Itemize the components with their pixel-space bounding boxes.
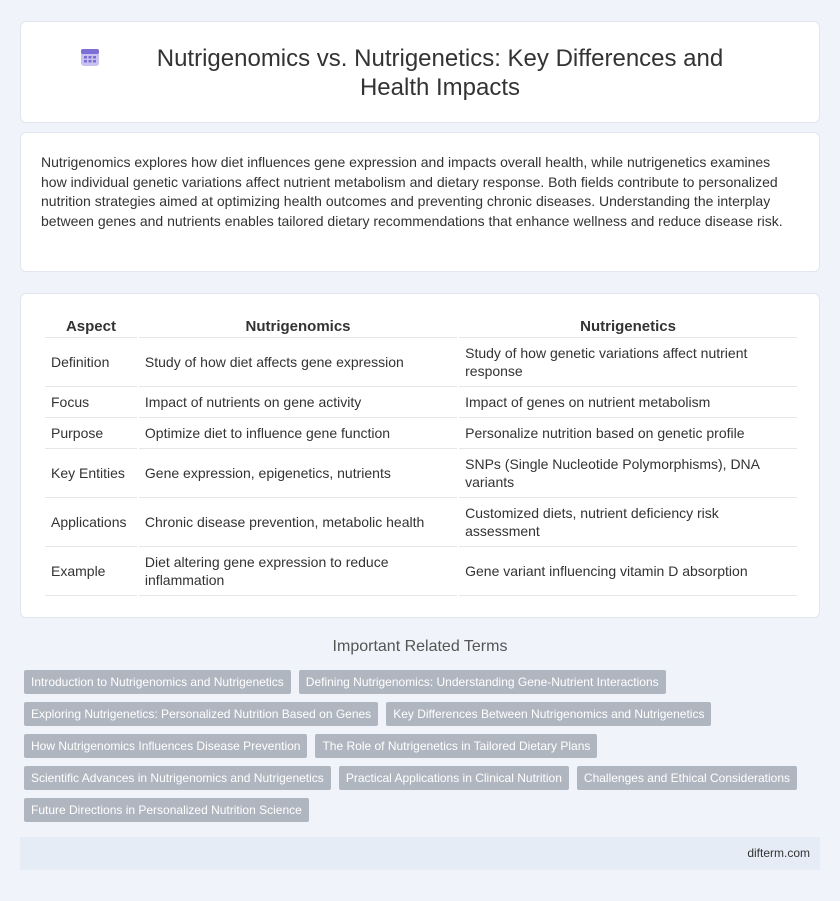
cell-nutrigenomics: Chronic disease prevention, metabolic health [139,498,457,547]
related-term-link[interactable]: How Nutrigenomics Influences Disease Prevention [24,734,307,758]
related-term-link[interactable]: Key Differences Between Nutrigenomics and Nutrigenetics [386,702,711,726]
cell-nutrigenetics: Impact of genes on nutrient metabolism [459,387,797,418]
related-term-link[interactable]: Challenges and Ethical Considerations [577,766,797,790]
table-header-row [45,312,797,338]
comparison-table [43,312,799,596]
header-aspect: Aspect [45,312,137,338]
intro-paragraph: Nutrigenomics explores how diet influences gene expression and impacts overall health, while nutrigenetics examines how individual genetic variations affect nutrient metabolism and dietary response. Both fields contribute to personalized nutrition strategies aimed at optimizing health outcomes and preventing chronic diseases. Understanding the interplay between genes and nutrients enables tailored dietary recommendations that enhance wellness and reduce disease risk. [41,154,783,229]
footer [20,837,820,870]
cell-aspect: Applications [45,498,137,547]
page-title: Nutrigenomics vs. Nutrigenetics: Key Differences and Health Impacts [156,45,724,101]
related-term-link[interactable]: The Role of Nutrigenetics in Tailored Dietary Plans [315,734,597,758]
related-terms-title: Important Related Terms [332,638,508,655]
cell-nutrigenomics: Diet altering gene expression to reduce inflammation [139,547,457,596]
title-wrap [21,44,819,102]
table-row [45,418,797,449]
footer-site-link[interactable]: difterm.com [747,846,810,860]
related-term-link[interactable]: Future Directions in Personalized Nutrition Science [24,798,309,822]
cell-nutrigenetics: Gene variant influencing vitamin D absorption [459,547,797,596]
header-nutrigenomics: Nutrigenomics [139,312,457,338]
related-terms-list [24,670,814,822]
cell-nutrigenetics: Customized diets, nutrient deficiency risk assessment [459,498,797,547]
table-row [45,387,797,418]
intro-card [20,132,820,272]
cell-nutrigenetics: SNPs (Single Nucleotide Polymorphisms), DNA variants [459,449,797,498]
table-row [45,498,797,547]
comparison-card [20,293,820,618]
cell-nutrigenomics: Optimize diet to influence gene function [139,418,457,449]
cell-nutrigenomics: Study of how diet affects gene expression [139,338,457,387]
related-term-link[interactable]: Defining Nutrigenomics: Understanding Gene-Nutrient Interactions [299,670,666,694]
related-term-link[interactable]: Scientific Advances in Nutrigenomics and Nutrigenetics [24,766,331,790]
cell-nutrigenetics: Study of how genetic variations affect nutrient response [459,338,797,387]
related-term-link[interactable]: Introduction to Nutrigenomics and Nutrigenetics [24,670,291,694]
table-row [45,449,797,498]
cell-aspect: Definition [45,338,137,387]
related-term-link[interactable]: Exploring Nutrigenetics: Personalized Nutrition Based on Genes [24,702,378,726]
cell-nutrigenomics: Impact of nutrients on gene activity [139,387,457,418]
cell-aspect: Key Entities [45,449,137,498]
table-row [45,338,797,387]
table-row [45,547,797,596]
header-nutrigenetics: Nutrigenetics [459,312,797,338]
cell-aspect: Example [45,547,137,596]
related-term-link[interactable]: Practical Applications in Clinical Nutrition [339,766,569,790]
cell-aspect: Focus [45,387,137,418]
cell-nutrigenetics: Personalize nutrition based on genetic profile [459,418,797,449]
header-card [20,21,820,123]
cell-aspect: Purpose [45,418,137,449]
cell-nutrigenomics: Gene expression, epigenetics, nutrients [139,449,457,498]
